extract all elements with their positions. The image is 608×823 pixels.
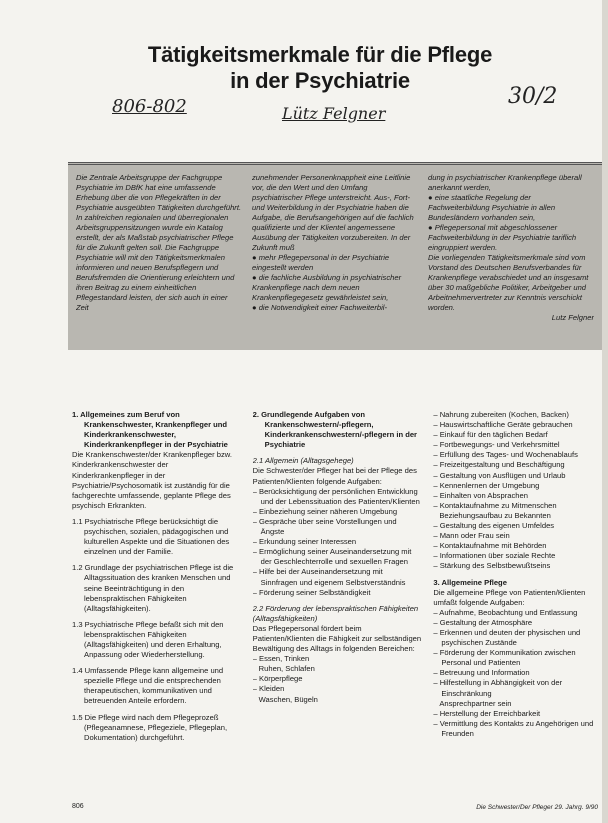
page-edge [602, 0, 608, 823]
intro-box [68, 162, 602, 350]
intro-signature: Lutz Felgner [551, 313, 594, 322]
numbered-item: 1.3 Psychiatrische Pflege befaßt sich mit den lebenspraktischen Fähigkeiten (Alltagsfähigkeiten) und deren Erhaltung, Anpassung oder Wiederherstellung. [72, 619, 224, 660]
page-number: 806 [72, 803, 84, 810]
list-item: – Erfüllung des Tages- und Wochenablaufs [433, 450, 578, 460]
list-item: – Aufnahme, Beobachtung und Entlassung [433, 607, 578, 617]
article-body [72, 410, 602, 800]
article-title: Tätigkeitsmerkmale für die Pflege in der Psychiatrie [147, 42, 493, 93]
list-item: – Kontaktaufnahme mit Behörden [433, 541, 547, 551]
list-item: – Kontaktaufnahme zu Mitmenschen [433, 500, 557, 510]
list-item: – Einhalten von Absprachen [433, 490, 528, 500]
list-item: – Gestaltung der Atmosphäre [433, 617, 533, 627]
subsection-title: 2.2 Förderung der lebenspraktischen Fähigkeiten (Alltagsfähigkeiten) [252, 603, 419, 623]
body-col-3: – Nahrung zubereiten (Kochen, Backen) – Hauswirtschaftliche Geräte gebrauchen – Einkauf für den täglichen Bedarf – Fortbewegungs- und Verkehrsmittel – Erfüllung des Tages- und Wochenablaufs – Freizeitgestaltung und Beschäftigung – Gestaltung von Ausflügen und Urlaub – Kennenlernen der Umgebung – Einhalten von Absprachen – Kontaktaufnahme zu Mitmenschen Beziehungsaufbau zu Bekannten – Gestaltung des eigenen Umfeldes – Mann oder Frau sein – Kontaktaufnahme mit Behörden – Informationen über soziale Rechte – Stärkung des Selbstbewußtseins 3. Allgemeine Pflege Die allgemeine Pflege von Patienten/Klienten umfaßt folgende Aufgaben: – Aufnahme, Beobachtung und Entlassung – Gestaltung der Atmosphäre – Erkennen und deuten der physischen und psychischen Zustände – Förderung der Kommunikation zwischen Personal und Patienten – Betreuung und Information – Hilfestellung in Abhängigkeit von der Einschränkung Ansprechpartner sein – Herstellung der Erreichbarkeit – Vermittlung des Kontakts zu Angehörigen und Freunden [433, 410, 602, 800]
intro-col-1: Die Zentrale Arbeitsgruppe der Fachgruppe Psychiatrie im DBfK hat eine umfassende Erhebung über die von Pflegekräften in der Psychiatrie ausgeübten Tätigkeiten durchgeführt. In zahlreichen regionalen und überregionalen Arbeitsgruppensitzungen wurde ein Katalog erstellt, der als Maßstab psychiatrischer Pflege für die Zukunft gelten soll. Die Fachgruppe Psychiatrie will mit den Tätigkeitsmerkmalen informieren und neuen Berufspflegern und Berufsfremden die Orientierung erleichtern und ihren Beitrag zu einem einheitlichen Pflegestandard leisten, der sich auch in einer Zeit [76, 173, 242, 312]
list-item: – Gestaltung des eigenen Umfeldes [433, 521, 555, 531]
handwritten-author: Lütz Felgner [282, 104, 386, 123]
list-item: – Berücksichtigung der persönlichen Entwicklung und der Lebenssituation des Patienten/Klienten [252, 486, 420, 506]
numbered-item: 1.1 Psychiatrische Pflege berücksichtigt die psychischen, sozialen, pädagogischen und kulturellen Aspekte und die Situationen des einzelnen und der Familie. [72, 516, 230, 557]
list-item: – Essen, Trinken [252, 654, 310, 664]
handwritten-page-range: 806-802 [112, 96, 187, 117]
list-item: – Freizeitgestaltung und Beschäftigung [433, 460, 565, 470]
body-col-1: 1. Allgemeines zum Beruf von Krankenschwester, Krankenpfleger und Kinderkrankenschwester, Kinderkrankenpfleger in der Psychiatrie Die Krankenschwester/der Krankenpfleger bzw. Kinderkrankenschwester der Kinderkrankenpfleger in der Psychiatrie/Psychosomatik ist zuständig für die fachgerechte umfassende, geplante Pflege des psychisch Erkrankten. 1.1 Psychiatrische Pflege berücksichtigt die psychischen, sozialen, pädagogischen und kulturellen Aspekte und die Situationen des einzelnen und der Familie. 1.2 Grundlage der psychiatrischen Pflege ist die Alltagssituation des kranken Menschen und seine Beeinträchtigung in den lebenspraktischen Fähigkeiten (Alltagsfähigkeiten). 1.3 Psychiatrische Pflege befaßt sich mit den lebenspraktischen Fähigkeiten (Alltagsfähigkeiten) und deren Erhaltung, Anpassung oder Wiederherstellung. 1.4 Umfassende Pflege kann allgemeine und spezielle Pflege und die entsprechenden therapeutischen, kommunikativen und betreuenden Anteile erfordern. 1.5 Die Pflege wird nach dem Pflegeprozeß (Pflegeanamnese, Pflegeziele, Pflegeplan, Dokumentation) durchgeführt. [72, 410, 241, 800]
body-col-2: 2. Grundlegende Aufgaben von Krankenschwestern/-pflegern, Kinderkrankenschwestern/-pflegern in der Psychiatrie 2.1 Allgemein (Alltagsgehege) Die Schwester/der Pfleger hat bei der Pflege des Patienten/Klienten folgende Aufgaben: – Berücksichtigung der persönlichen Entwicklung und der Lebenssituation des Patienten/Klienten – Einbeziehung seiner näheren Umgebung – Gespräche über seine Vorstellungen und Ängste – Erkundung seiner Interessen – Ermöglichung seiner Auseinandersetzung mit der Geschlechterrolle und sexuellen Fragen – Hilfe bei der Auseinandersetzung mit Sinnfragen und eigenem Selbstverständnis – Förderung seiner Selbständigkeit 2.2 Förderung der lebenspraktischen Fähigkeiten (Alltagsfähigkeiten) Das Pflegepersonal fördert beim Patienten/Klienten die Fähigkeit zur selbständigen Bewältigung des Alltags in folgenden Bereichen: – Essen, Trinken Ruhen, Schlafen – Körperpflege – Kleiden Waschen, Bügeln [252, 410, 422, 704]
handwritten-number: 30/2 [508, 84, 558, 109]
numbered-item: 1.5 Die Pflege wird nach dem Pflegeprozeß (Pflegeanamnese, Pflegeziele, Pflegeplan, Dokumentation) durchgeführt. [72, 712, 228, 742]
section-heading: 2. Grundlegende Aufgaben von Krankenschwestern/-pflegern, Kinderkrankenschwestern/-pflegern in der Psychiatrie [252, 410, 418, 450]
list-item: – Vermittlung des Kontakts zu Angehörigen und Freunden [433, 718, 594, 738]
intro-bullet: ● die Notwendigkeit einer Fachweiterbil- [252, 303, 418, 313]
list-item: – Herstellung der Erreichbarkeit [433, 708, 541, 718]
list-item: – Fortbewegungs- und Verkehrsmittel [433, 440, 560, 450]
list-item: – Hauswirtschaftliche Geräte gebrauchen [433, 420, 573, 430]
list-item: – Einkauf für den täglichen Bedarf [433, 430, 548, 440]
intro-col-3: dung in psychiatrischer Krankenpflege überall anerkannt werden, ● eine staatliche Regelung der Fachweiterbildung Psychiatrie in allen Bundesländern vorhanden sein, ● Pflegepersonal mit abgeschlossener Fachweiterbildung in der Psychiatrie tariflich eingruppiert werden. Die vorliegenden Tätigkeitsmerkmale sind vom Vorstand des Deutschen Berufsverbandes für Krankenpflege verabschiedet und an insgesamt über 30 maßgebliche Politiker, Arbeitgeber und Arbeitnehmervertreter zur Kenntnis verschickt worden. Lutz Felgner [428, 173, 594, 344]
list-item: – Nahrung zubereiten (Kochen, Backen) [433, 410, 569, 419]
intro-bullet: ● Pflegepersonal mit abgeschlossener Fachweiterbildung in der Psychiatrie tariflich eingruppiert werden. [428, 223, 594, 253]
numbered-item: 1.2 Grundlage der psychiatrischen Pflege ist die Alltagssituation des kranken Menschen und seine Beeinträchtigung in den lebenspraktischen Fähigkeiten (Alltagsfähigkeiten). [72, 563, 234, 613]
list-item: – Förderung der Kommunikation zwischen Personal und Patienten [433, 648, 576, 668]
list-item: – Mann oder Frau sein [433, 531, 510, 541]
list-item: Ansprechpartner sein [439, 698, 512, 708]
intro-bullet: ● eine staatliche Regelung der Fachweiterbildung Psychiatrie in allen Bundesländern vorhanden sein, [428, 193, 594, 223]
list-item: Waschen, Bügeln [258, 694, 318, 704]
list-item: – Betreuung und Information [433, 668, 530, 678]
list-item: – Hilfestellung in Abhängigkeit von der Einschränkung [433, 678, 563, 698]
numbered-item: 1.4 Umfassende Pflege kann allgemeine und spezielle Pflege und die entsprechenden therapeutischen, kommunikativen und betreuenden Anteile erfordern. [72, 666, 224, 706]
list-item: – Körperpflege [252, 674, 303, 684]
list-item: – Erkennen und deuten der physischen und psychischen Zustände [433, 627, 581, 648]
subsection-title: 2.1 Allgemein (Alltagsgehege) [252, 456, 354, 466]
list-item: – Erkundung seiner Interessen [252, 537, 357, 547]
list-item: – Gespräche über seine Vorstellungen und Ängste [252, 516, 397, 537]
list-item: – Hilfe bei der Auseinandersetzung mit Sinnfragen und eigenem Selbstverständnis [252, 567, 406, 587]
section-heading: 3. Allgemeine Pflege [433, 577, 507, 587]
list-item: – Einbeziehung seiner näheren Umgebung [252, 506, 398, 516]
list-item: Ruhen, Schlafen [258, 664, 315, 674]
list-item: – Gestaltung von Ausflügen und Urlaub [433, 470, 566, 480]
list-item: – Informationen über soziale Rechte [433, 551, 556, 561]
list-item: – Kleiden [252, 684, 285, 694]
section-heading: 1. Allgemeines zum Beruf von Krankenschwester, Krankenpfleger und Kinderkrankenschwester, Kinderkrankenpfleger in der Psychiatrie [72, 410, 228, 450]
list-item: Beziehungsaufbau zu Bekannten [439, 510, 551, 520]
list-item: – Stärkung des Selbstbewußtseins [433, 561, 551, 571]
list-item: – Ermöglichung seiner Auseinandersetzung mit der Geschlechterrolle und sexuellen Fragen [252, 547, 412, 567]
intro-bullet: ● mehr Pflegepersonal in der Psychiatrie eingestellt werden [252, 253, 418, 273]
intro-col-2: zunehmender Personenknappheit eine Leitlinie vor, die den Wert und den Umfang psychiatrischer Pflege unterstreicht. Aus-, Fort- und Weiterbildung in der Psychiatrie haben die Aufgabe, die Berufsangehörigen auf die fachlich qualifizierte und der Klientel angemessene Ausübung der Tätigkeiten vorzubereiten. In der Zukunft muß ● mehr Pflegepersonal in der Psychiatrie eingestellt werden ● die fachliche Ausbildung in psychiatrischer Krankenpflege nach dem neuen Krankenpflegegesetz gewährleistet sein, ● die Notwendigkeit einer Fachweiterbil- [252, 173, 418, 344]
intro-bullet: ● die fachliche Ausbildung in psychiatrischer Krankenpflege nach dem neuen Krankenpflegegesetz gewährleistet sein, [252, 273, 418, 303]
journal-footer: Die Schwester/Der Pfleger 29. Jahrg. 9/90 [476, 804, 598, 811]
list-item: – Kennenlernen der Umgebung [433, 480, 540, 490]
list-item: – Förderung seiner Selbständigkeit [252, 587, 371, 597]
